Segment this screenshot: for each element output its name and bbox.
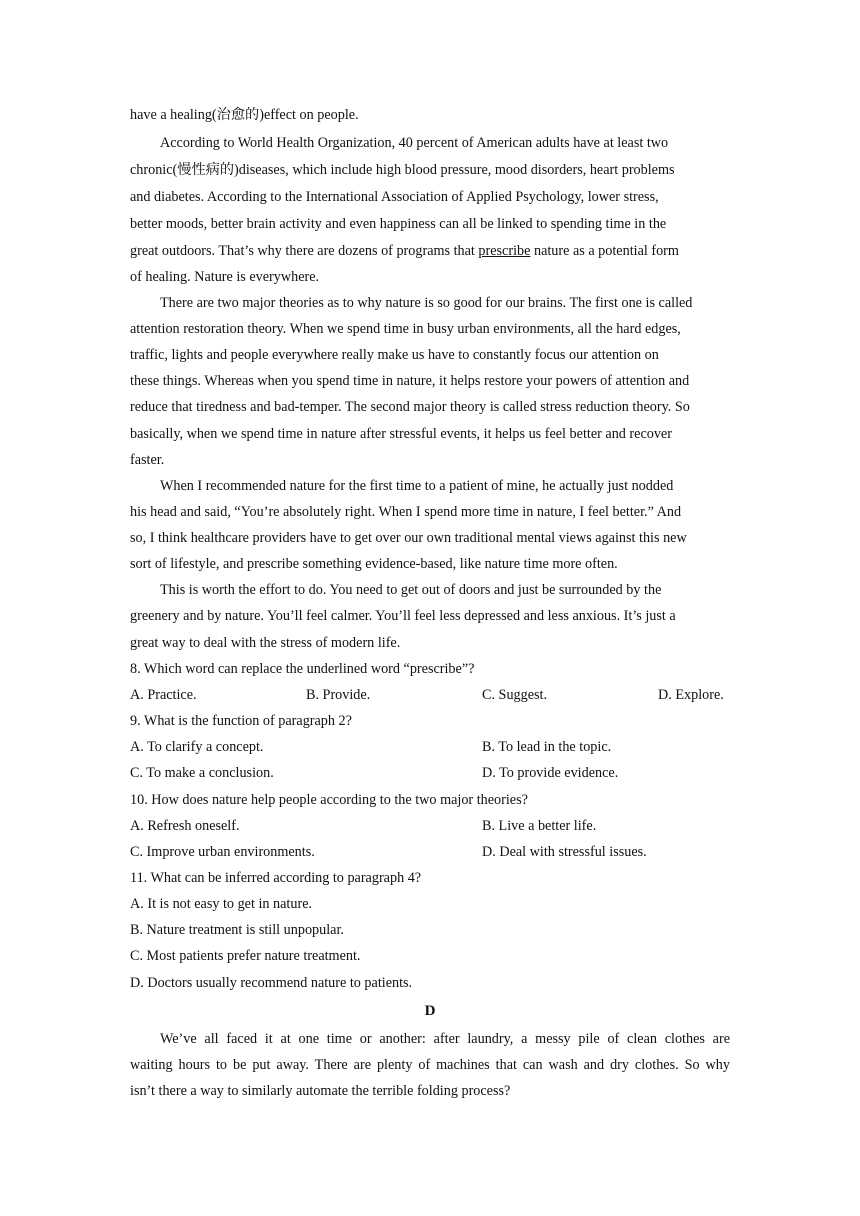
answer-option: B. Provide. [306,687,371,703]
answer-option: D. Explore. [658,687,724,703]
answer-option: C. Improve urban environments. [130,844,315,860]
paragraph-line: so, I think healthcare providers have to get over our own traditional mental views against this new [130,530,687,546]
paragraph-line: and diabetes. According to the International Association of Applied Psychology, lower stress, [130,189,659,205]
paragraph-line: of healing. Nature is everywhere. [130,269,320,285]
paragraph-line: better moods, better brain activity and even happiness can all be linked to spending time in the [130,216,667,232]
paragraph-line: these things. Whereas when you spend time in nature, it helps restore your powers of attention and [130,373,690,389]
answer-option: D. Deal with stressful issues. [482,844,647,860]
answer-option: B. Live a better life. [482,818,597,834]
answer-option: C. Suggest. [482,687,548,703]
paragraph-line: sort of lifestyle, and prescribe something evidence-based, like nature time more often. [130,556,618,572]
answer-option: A. It is not easy to get in nature. [130,896,313,912]
paragraph-line: greenery and by nature. You’ll feel calmer. You’ll feel less depressed and less anxious. It’s just a [130,608,676,624]
question-stem: 10. How does nature help people according to the two major theories? [130,792,528,808]
paragraph-line: isn’t there a way to similarly automate the terrible folding process? [130,1083,511,1099]
paragraph-line: attention restoration theory. When we spend time in busy urban environments, all the hard edges, [130,321,681,337]
paragraph-line: chronic(慢性病的)diseases, which include high blood pressure, mood disorders, heart problems [130,162,675,178]
paragraph-line: have a healing(治愈的)effect on people. [130,107,359,123]
question-stem: 11. What can be inferred according to paragraph 4? [130,870,422,886]
answer-option: C. To make a conclusion. [130,765,274,781]
answer-option: C. Most patients prefer nature treatment. [130,948,361,964]
paragraph-line: his head and said, “You’re absolutely right. When I spend more time in nature, I feel better.” And [130,504,682,520]
paragraph-line: We’ve all faced it at one time or another: after laundry, a messy pile of clean clothes are [160,1031,730,1047]
answer-option: B. To lead in the topic. [482,739,612,755]
question-stem: 8. Which word can replace the underlined word “prescribe”? [130,661,475,677]
answer-option: D. To provide evidence. [482,765,619,781]
paragraph-line: basically, when we spend time in nature after stressful events, it helps us feel better and recover [130,426,672,442]
answer-option: A. Practice. [130,687,197,703]
paragraph-line: This is worth the effort to do. You need to get out of doors and just be surrounded by the [160,582,662,598]
paragraph-line: traffic, lights and people everywhere really make us have to constantly focus our attention on [130,347,659,363]
paragraph-line: According to World Health Organization, 40 percent of American adults have at least two [160,135,669,151]
paragraph-line: There are two major theories as to why nature is so good for our brains. The first one is called [160,295,693,311]
answer-option: D. Doctors usually recommend nature to patients. [130,975,413,991]
underlined-word-prescribe: prescribe [478,243,531,259]
answer-option: A. To clarify a concept. [130,739,264,755]
question-stem: 9. What is the function of paragraph 2? [130,713,352,729]
paragraph-line [130,242,679,260]
text-segment: great outdoors. That’s why there are dozens of programs that [130,243,479,259]
section-heading: D [424,1003,436,1019]
text-segment: nature as a potential form [530,243,679,259]
answer-option: A. Refresh oneself. [130,818,240,834]
paragraph-line: great way to deal with the stress of modern life. [130,635,401,651]
paragraph-line: When I recommended nature for the first time to a patient of mine, he actually just nodded [160,478,674,494]
paragraph-line: reduce that tiredness and bad-temper. The second major theory is called stress reduction theory. So [130,399,690,415]
paragraph-line: waiting hours to be put away. There are plenty of machines that can wash and dry clothes. So why [130,1057,730,1073]
answer-option: B. Nature treatment is still unpopular. [130,922,344,938]
paragraph-line: faster. [130,452,165,468]
